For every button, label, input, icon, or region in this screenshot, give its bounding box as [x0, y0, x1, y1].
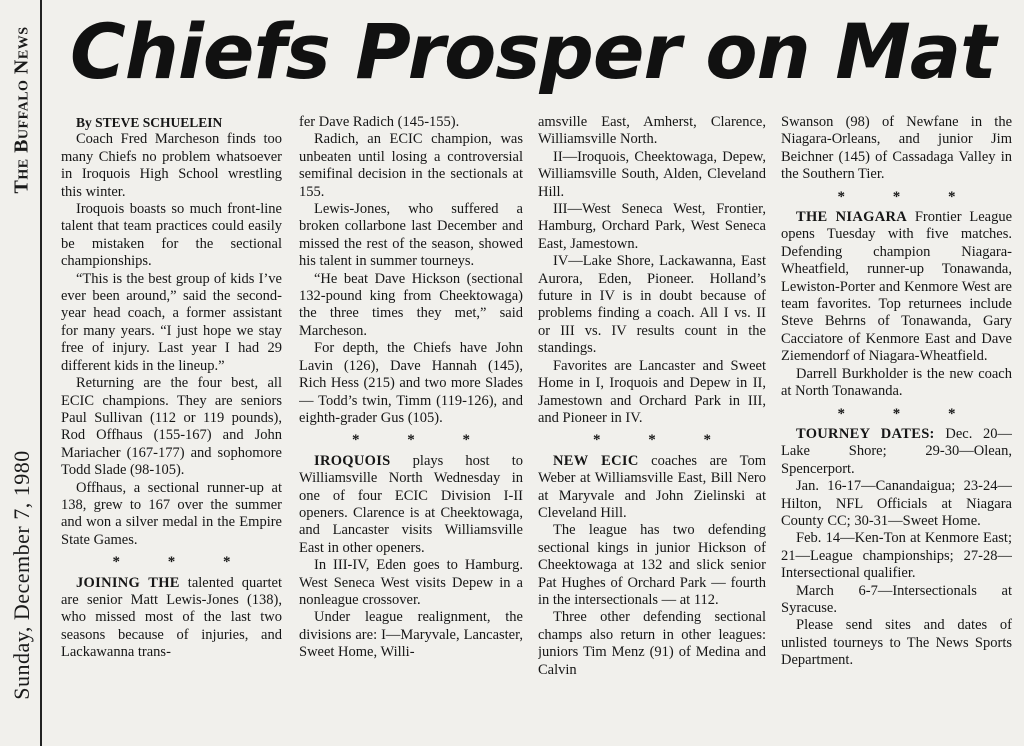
- paragraph-continued: amsville East, Amherst, Clarence, Williamsville North.: [538, 114, 766, 148]
- paragraph: Offhaus, a sectional runner-up at 138, grew to 167 over the summer and won a silver medal in the Empire State Games.: [61, 479, 282, 548]
- paragraph: The league has two defending sectional kings in junior Hickson of Cheektowaga at 132 and slick senior Pat Hughes of Orchard Park — fourth in the intersectionals — at 112.: [538, 522, 766, 608]
- paragraph-continued: Swanson (98) of Newfane in the Niagara-Orleans, and junior Jim Beichner (145) of Cassadaga Valley in the Southern Tier.: [781, 114, 1012, 183]
- section-separator: * * *: [593, 432, 733, 449]
- lead-in: IROQUOIS: [314, 452, 391, 469]
- paragraph: “He beat Dave Hickson (sectional 132-pound king from Cheektowaga) the three times they met,” said Marcheson.: [299, 270, 523, 339]
- paragraph: Lewis-Jones, who suffered a broken collarbone last December and missed the rest of the season, showed his talent in summer tourneys.: [299, 201, 523, 270]
- paragraph: Darrell Burkholder is the new coach at North Tonawanda.: [781, 365, 1012, 400]
- sidebar-rule: [40, 0, 42, 746]
- paragraph: Favorites are Lancaster and Sweet Home in I, Iroquois and Depew in II, Jamestown and Orchard Park in III, and Pioneer in IV.: [538, 357, 766, 426]
- sidebar-dateline-strip: [0, 0, 44, 746]
- paragraph-continued: fer Dave Radich (145-155).: [299, 114, 460, 130]
- paragraph-text: Dec. 20—Lake Shore; 29-30—Olean, Spencerport.: [781, 425, 1012, 477]
- paragraph: Returning are the four best, all ECIC champions. They are seniors Paul Sullivan (112 or 119 pounds), Rod Offhaus (155-167) and John Mariacher (167-177) and sophomore Todd Slade (98-105).: [61, 375, 282, 479]
- paragraph: Feb. 14—Ken-Ton at Kenmore East; 21—League championships; 27-28—Intersectional qualifier.: [781, 530, 1012, 582]
- paragraph: Iroquois boasts so much front-line talent that team practices could easily be mistaken for the sectional championships.: [61, 201, 282, 270]
- paragraph-text: Frontier League opens Tuesday with five matches. Defending champion Niagara-Wheatfield, runner-up Tonawanda, Lewiston-Porter and Kenmore West are team favorites. Top returnees include Steve Behrns of Tonawanda, Gary Cacciatore of Kenmore East and Dave Ziemendorf of Niagara-Wheatfield.: [781, 209, 1012, 365]
- paragraph-text: talented quartet are senior Matt Lewis-Jones (138), who missed most of the last two seasons because of injuries, and Lackawanna trans-: [61, 574, 282, 661]
- article-column-1: [61, 114, 282, 746]
- paragraph: Under league realignment, the divisions are: I—Maryvale, Lancaster, Sweet Home, Willi-: [299, 609, 523, 661]
- byline: By STEVE SCHUELEIN: [76, 115, 223, 130]
- lead-in: THE NIAGARA: [796, 209, 908, 226]
- paragraph: [781, 426, 1012, 478]
- paragraph: Three other defending sectional champs also return in other leagues: juniors Tim Menz (91) of Medina and Calvin: [538, 609, 766, 678]
- article-column-2: [299, 114, 523, 746]
- section-separator: * * *: [112, 554, 253, 571]
- lead-in: TOURNEY DATES:: [796, 425, 935, 442]
- paragraph: Coach Fred Marcheson finds too many Chiefs no problem whatsoever in Iroquois High School wrestling this winter.: [61, 131, 282, 200]
- paragraph: For depth, the Chiefs have John Lavin (126), Dave Hannah (145), Rich Hess (215) and two more Slades — Todd’s twin, Timm (119-126), and eighth-grader Gus (105).: [299, 340, 523, 426]
- paragraph-text: coaches are Tom Weber at Williamsville East, Bill Nero at Maryvale and John Zielinski at Cleveland Hill.: [538, 452, 766, 521]
- section-separator: * * *: [837, 405, 978, 422]
- paragraph: “This is the best group of kids I’ve ever been around,” said the second-year head coach, a former assistant for many years. “I just hope we stay free of injury. Last year I had 29 different kids in the lineup.”: [61, 270, 282, 374]
- paragraph: [781, 209, 1012, 366]
- paragraph: March 6-7—Intersectionals at Syracuse.: [781, 582, 1012, 616]
- paragraph: II—Iroquois, Cheektowaga, Depew, Williamsville South, Alden, Cleveland Hill.: [538, 148, 766, 200]
- paragraph: III—West Seneca West, Frontier, Hamburg, Orchard Park, West Seneca East, Jamestown.: [538, 201, 766, 252]
- paragraph: Jan. 16-17—Canandaigua; 23-24—Hilton, NFL Officials at Niagara County CC; 30-31—Sweet Home.: [781, 478, 1012, 529]
- newspaper-name: The Buffalo News: [10, 26, 33, 194]
- paragraph: IV—Lake Shore, Lackawanna, East Aurora, Eden, Pioneer. Holland’s future in IV is in doubt because of problems finding a coach. All I vs. II or III vs. IV results count in the standings.: [538, 253, 766, 357]
- section-separator: * * *: [837, 188, 978, 205]
- section-separator: * * *: [352, 432, 492, 449]
- lead-in: NEW ECIC: [553, 452, 639, 469]
- headline: Chiefs Prosper on Mat: [70, 7, 996, 96]
- paragraph: [299, 453, 523, 557]
- paragraph: Radich, an ECIC champion, was unbeaten until losing a controversial semifinal decision in the sectionals at 155.: [299, 131, 523, 200]
- paragraph-text: plays host to Williamsville North Wednesday in one of four ECIC Division I-II openers. Clarence is at Cheektowaga, and Lancaster visits Williamsville East in other openers.: [299, 452, 523, 556]
- publication-date: Sunday, December 7, 1980: [9, 450, 34, 700]
- article-column-4: [781, 114, 1012, 746]
- article-column-3: [538, 114, 766, 746]
- paragraph: [61, 575, 282, 662]
- lead-in: JOINING THE: [76, 574, 180, 591]
- paragraph: Please send sites and dates of unlisted tourneys to The News Sports Department.: [781, 617, 1012, 669]
- paragraph: [538, 453, 766, 523]
- paragraph: In III-IV, Eden goes to Hamburg. West Seneca West visits Depew in a nonleague crossover.: [299, 557, 523, 608]
